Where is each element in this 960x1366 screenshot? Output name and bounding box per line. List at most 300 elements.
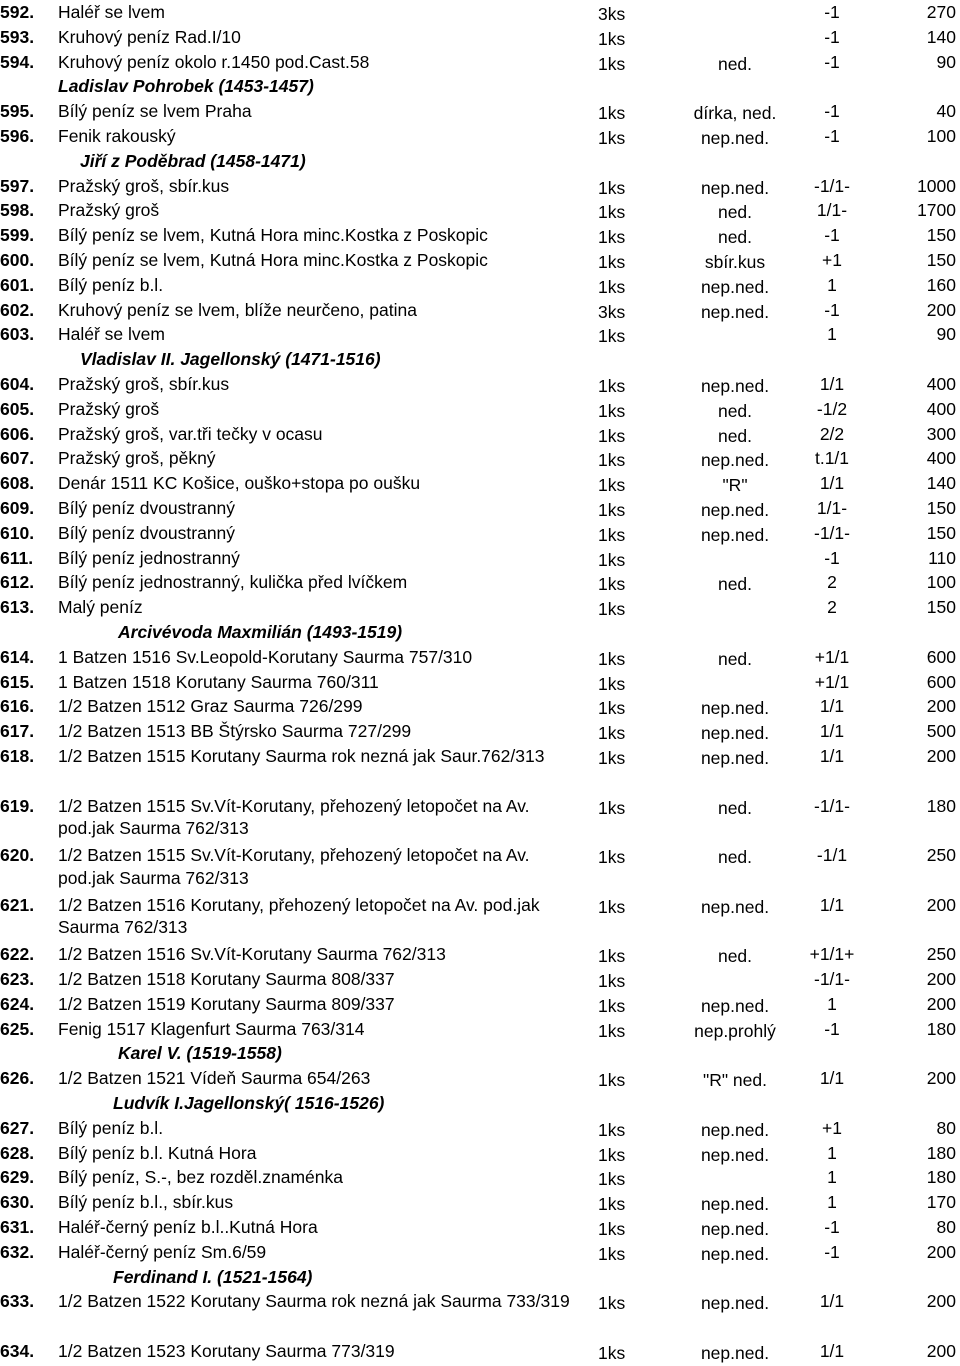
item-description: Malý peníz [58,597,143,618]
item-price: 500 [926,721,956,742]
item-grade: 1 [827,1192,837,1213]
item-grade: 2 [827,597,837,618]
item-number: 598. [0,200,35,221]
item-description: 1 Batzen 1518 Korutany Saurma 760/311 [58,671,379,692]
item-grade: 1/1 [819,745,845,766]
item-grade: +1 [822,1117,842,1138]
item-quantity: 1ks [598,847,626,868]
item-quantity: 1ks [598,995,626,1016]
item-number: 607. [0,448,35,469]
section-title: Arcivévoda Maxmilián (1493-1519) [118,621,403,642]
item-condition: nep.ned. [700,698,770,719]
item-quantity: 1ks [598,326,626,347]
item-grade: +1/1 [814,671,850,692]
catalog-row [0,843,960,893]
item-price: 600 [926,646,956,667]
catalog-row [0,1116,960,1141]
catalog-row [0,595,960,620]
catalog-row [0,422,960,447]
catalog-row [0,719,960,744]
item-number: 600. [0,249,35,270]
item-price: 200 [926,1341,956,1362]
catalog-row [0,1289,960,1339]
item-grade: -1/2 [816,398,848,419]
ruler-section-header [0,620,960,645]
item-price: 110 [928,547,956,568]
item-price: 100 [926,125,956,146]
item-description: 1/2 Batzen 1512 Graz Saurma 726/299 [58,696,363,717]
item-condition: nep.ned. [700,995,770,1016]
item-description: 1/2 Batzen 1516 Sv.Vít-Korutany Saurma 762/313 [58,944,446,965]
item-price: 80 [936,1117,956,1138]
item-description: Bílý peníz se lvem, Kutná Hora minc.Kostka z Poskopic [58,249,488,270]
catalog-row [0,0,960,25]
catalog-row [0,521,960,546]
item-grade: +1 [822,249,842,270]
item-number: 631. [0,1217,35,1238]
item-description: Kruhový peníz Rad.I/10 [58,26,241,47]
item-number: 606. [0,423,35,444]
catalog-row [0,794,960,844]
item-grade: 1/1 [819,1291,845,1312]
item-quantity: 1ks [598,747,626,768]
item-quantity: 1ks [598,1343,626,1364]
item-grade: -1 [824,2,840,22]
catalog-row [0,694,960,719]
item-quantity: 1ks [598,1219,626,1240]
item-quantity: 1ks [598,202,626,223]
item-condition: nep.ned. [700,723,770,744]
item-description: Haléř-černý peníz b.l..Kutná Hora [58,1217,318,1238]
catalog-row [0,1066,960,1091]
item-condition: nep.ned. [700,1119,770,1140]
item-price: 400 [926,373,956,394]
item-price: 180 [926,1142,956,1163]
item-number: 596. [0,125,35,146]
item-price: 1700 [917,200,956,221]
item-number: 623. [0,969,35,990]
item-condition: nep.ned. [700,177,770,198]
item-number: 625. [0,1018,35,1039]
item-price: 250 [926,944,956,965]
item-quantity: 1ks [598,524,626,545]
item-quantity: 1ks [598,28,626,49]
item-grade: 1/1 [819,696,845,717]
item-condition: ned. [717,648,753,669]
catalog-row [0,25,960,50]
item-number: 615. [0,671,35,692]
item-quantity: 1ks [598,177,626,198]
ruler-section-header [0,149,960,174]
item-quantity: 1ks [598,896,626,917]
item-condition: "R" ned. [703,1070,767,1091]
catalog-row [0,1240,960,1265]
item-number: 618. [0,745,35,766]
item-description: Kruhový peníz okolo r.1450 pod.Cast.58 [58,51,370,72]
item-description: 1/2 Batzen 1518 Korutany Saurma 808/337 [58,969,395,990]
item-grade: 1 [827,993,837,1014]
catalog-row [0,174,960,199]
item-grade: 1/1 [819,473,845,494]
item-quantity: 1ks [598,400,626,421]
item-number: 602. [0,299,35,320]
item-grade: 1/1 [819,1341,845,1362]
catalog-row [0,496,960,521]
item-condition: ned. [717,202,753,223]
catalog-row [0,50,960,75]
item-condition: ned. [717,574,753,595]
item-description: Haléř-černý peníz Sm.6/59 [58,1241,267,1262]
item-quantity: 1ks [598,1020,626,1041]
item-price: 150 [926,522,956,543]
item-number: 608. [0,473,35,494]
item-grade: +1/1 [814,646,850,667]
catalog-row [0,198,960,223]
item-description: Pražský groš, sbír.kus [58,373,230,394]
item-quantity: 1ks [598,1293,626,1314]
item-condition: nep.ned. [700,1219,770,1240]
catalog-row [0,1165,960,1190]
item-description: Fenig 1517 Klagenfurt Saurma 763/314 [58,1018,365,1039]
item-grade: t.1/1 [814,448,850,469]
item-number: 632. [0,1241,35,1262]
item-grade: 1 [827,274,837,295]
item-description: Bílý peníz jednostranný, kulička před lvíčkem [58,572,408,593]
catalog-row [0,992,960,1017]
ruler-section-header [0,1265,960,1290]
item-description: Bílý peníz se lvem Praha [58,101,252,122]
item-price: 160 [926,274,956,295]
item-number: 605. [0,398,35,419]
item-condition: nep.ned. [700,375,770,396]
item-price: 150 [926,249,956,270]
item-price: 600 [926,671,956,692]
item-condition: ned. [717,425,753,446]
section-title: Vladislav II. Jagellonský (1471-1516) [80,349,381,370]
catalog-row [0,273,960,298]
item-price: 150 [926,597,956,618]
section-title: Ferdinand I. (1521-1564) [113,1266,313,1287]
item-grade: -1 [824,547,840,568]
item-grade: -1 [824,125,840,146]
catalog-row [0,670,960,695]
item-number: 619. [0,795,35,816]
item-number: 627. [0,1117,35,1138]
catalog-row [0,471,960,496]
item-description: Bílý peníz b.l. [58,1117,164,1138]
item-description: Fenik rakouský [58,125,176,146]
item-number: 622. [0,944,35,965]
item-grade: -1 [824,1018,840,1039]
item-description: 1/2 Batzen 1519 Korutany Saurma 809/337 [58,993,395,1014]
item-number: 595. [0,101,35,122]
item-price: 200 [926,993,956,1014]
item-number: 629. [0,1167,35,1188]
item-price: 100 [926,572,956,593]
item-description: Pražský groš [58,200,160,221]
catalog-row [0,744,960,794]
item-description: Pražský groš, pěkný [58,448,216,469]
item-grade: -1 [824,299,840,320]
item-grade: 1 [827,1142,837,1163]
item-condition: nep.ned. [700,1144,770,1165]
item-condition: "R" [722,475,748,496]
item-condition: nep.ned. [700,747,770,768]
item-price: 180 [926,1018,956,1039]
item-description: Bílý peníz se lvem, Kutná Hora minc.Kostka z Poskopic [58,225,488,246]
section-title: Karel V. (1519-1558) [118,1043,282,1064]
item-number: 594. [0,51,35,72]
item-number: 628. [0,1142,35,1163]
item-condition: nep.ned. [700,1194,770,1215]
item-description: 1/2 Batzen 1521 Vídeň Saurma 654/263 [58,1068,371,1089]
item-price: 90 [936,51,956,72]
item-number: 616. [0,696,35,717]
item-description: 1/2 Batzen 1515 Sv.Vít-Korutany, přehozený letopočet na Av. pod.jak Saurma 762/313 [58,795,530,838]
item-number: 604. [0,373,35,394]
item-description: 1/2 Batzen 1515 Korutany Saurma rok nezná jak Saur.762/313 [58,745,545,766]
catalog-row [0,645,960,670]
catalog-row [0,546,960,571]
item-price: 200 [926,745,956,766]
catalog-row [0,298,960,323]
item-number: 597. [0,175,35,196]
item-description: Bílý peníz b.l. Kutná Hora [58,1142,257,1163]
item-description: Bílý peníz dvoustranný [58,497,236,518]
item-quantity: 1ks [598,1243,626,1264]
item-quantity: 1ks [598,574,626,595]
item-grade: -1/1 [816,845,848,866]
item-condition: ned. [717,797,753,818]
item-quantity: 1ks [598,946,626,967]
item-price: 40 [936,101,956,122]
item-grade: -1 [824,101,840,122]
item-grade: 1/1 [819,1068,845,1089]
item-grade: -1 [824,1217,840,1238]
catalog-row [0,99,960,124]
item-grade: +1/1+ [809,944,855,965]
item-number: 626. [0,1068,35,1089]
item-quantity: 1ks [598,673,626,694]
item-description: Bílý peníz b.l. [58,274,164,295]
item-price: 180 [926,795,956,816]
item-grade: -1/1- [814,795,850,816]
item-quantity: 1ks [598,1169,626,1190]
item-description: Pražský groš [58,398,160,419]
ruler-section-header [0,74,960,99]
item-condition: ned. [717,53,753,74]
item-price: 200 [926,1068,956,1089]
catalog-row [0,1141,960,1166]
item-quantity: 1ks [598,450,626,471]
catalog-row [0,967,960,992]
section-title: Ladislav Pohrobek (1453-1457) [58,76,314,97]
item-price: 90 [936,324,956,345]
item-price: 200 [926,1241,956,1262]
item-price: 250 [926,845,956,866]
item-price: 80 [936,1217,956,1238]
item-number: 609. [0,497,35,518]
item-description: Bílý peníz, S.-, bez rozděl.znaménka [58,1167,343,1188]
item-price: 200 [926,894,956,915]
item-description: Pražský groš, var.tři tečky v ocasu [58,423,323,444]
item-condition: nep.ned. [700,1243,770,1264]
item-condition: ned. [717,946,753,967]
item-quantity: 1ks [598,1070,626,1091]
item-price: 200 [926,1291,956,1312]
item-price: 300 [926,423,956,444]
item-number: 634. [0,1341,35,1362]
item-condition: nep.ned. [700,276,770,297]
item-quantity: 1ks [598,1194,626,1215]
item-quantity: 1ks [598,127,626,148]
item-description: 1 Batzen 1516 Sv.Leopold-Korutany Saurma 757/310 [58,646,473,667]
item-quantity: 1ks [598,425,626,446]
item-quantity: 3ks [598,4,626,24]
item-quantity: 1ks [598,797,626,818]
item-price: 170 [926,1192,956,1213]
item-quantity: 1ks [598,227,626,248]
item-description: Haléř se lvem [58,2,165,22]
item-price: 400 [926,398,956,419]
catalog-row [0,1017,960,1042]
item-price: 150 [926,225,956,246]
item-number: 614. [0,646,35,667]
item-number: 630. [0,1192,35,1213]
item-number: 617. [0,721,35,742]
item-number: 592. [0,2,35,22]
item-description: Haléř se lvem [58,324,165,345]
item-price: 200 [926,969,956,990]
item-quantity: 1ks [598,276,626,297]
catalog-row [0,397,960,422]
item-grade: 1/1- [816,497,848,518]
item-condition: nep.prohlý [694,1020,776,1041]
catalog-row [0,446,960,471]
item-description: Bílý peníz jednostranný [58,547,240,568]
item-grade: 2/2 [819,423,845,444]
item-number: 593. [0,26,35,47]
catalog-row [0,248,960,273]
ruler-section-header [0,1041,960,1066]
item-quantity: 1ks [598,1119,626,1140]
catalog-row [0,1190,960,1215]
item-number: 601. [0,274,35,295]
item-number: 612. [0,572,35,593]
item-condition: nep.ned. [700,1293,770,1314]
item-condition: nep.ned. [700,1343,770,1364]
section-title: Ludvík I.Jagellonský( 1516-1526) [113,1093,385,1114]
item-grade: -1 [824,26,840,47]
item-price: 180 [926,1167,956,1188]
item-description: 1/2 Batzen 1515 Sv.Vít-Korutany, přehozený letopočet na Av. pod.jak Saurma 762/313 [58,845,530,888]
item-quantity: 1ks [598,251,626,272]
item-condition: nep.ned. [700,896,770,917]
item-grade: 1/1 [819,721,845,742]
item-grade: -1/1- [814,969,850,990]
catalog-row [0,893,960,943]
item-description: Bílý peníz dvoustranný [58,522,236,543]
item-number: 599. [0,225,35,246]
item-grade: -1/1- [814,522,850,543]
item-grade: -1 [824,1241,840,1262]
item-quantity: 1ks [598,648,626,669]
item-grade: 1 [827,1167,837,1188]
item-condition: ned. [717,400,753,421]
item-grade: 1/1- [816,200,848,221]
item-quantity: 1ks [598,103,626,124]
item-description: 1/2 Batzen 1523 Korutany Saurma 773/319 [58,1341,395,1362]
item-condition: nep.ned. [700,499,770,520]
catalog-row [0,124,960,149]
item-price: 140 [926,473,956,494]
item-number: 621. [0,894,35,915]
item-description: 1/2 Batzen 1516 Korutany, přehozený letopočet na Av. pod.jak Saurma 762/313 [58,894,540,938]
item-quantity: 1ks [598,698,626,719]
item-price: 140 [926,26,956,47]
item-grade: -1/1- [814,175,850,196]
item-quantity: 1ks [598,971,626,992]
catalog-row [0,942,960,967]
item-quantity: 1ks [598,499,626,520]
item-number: 610. [0,522,35,543]
catalog-row [0,223,960,248]
section-title: Jiří z Poděbrad (1458-1471) [80,150,306,171]
item-grade: 1/1 [819,894,845,915]
item-number: 603. [0,324,35,345]
item-condition: dírka, ned. [693,103,777,124]
item-condition: ned. [717,847,753,868]
item-quantity: 1ks [598,1144,626,1165]
item-description: Bílý peníz b.l., sbír.kus [58,1192,234,1213]
item-number: 624. [0,993,35,1014]
item-price: 200 [926,696,956,717]
item-condition: nep.ned. [700,301,770,322]
item-description: 1/2 Batzen 1522 Korutany Saurma rok nezná jak Saurma 733/319 [58,1291,570,1312]
catalog-row [0,570,960,595]
item-price: 150 [926,497,956,518]
item-quantity: 1ks [598,549,626,570]
item-quantity: 1ks [598,375,626,396]
item-grade: 2 [827,572,837,593]
item-price: 1000 [917,175,956,196]
catalog-row [0,1215,960,1240]
item-quantity: 1ks [598,599,626,620]
catalog-row [0,372,960,397]
catalog-row [0,1339,960,1364]
item-condition: sbír.kus [704,251,766,272]
item-number: 613. [0,597,35,618]
item-description: Pražský groš, sbír.kus [58,175,230,196]
item-description: Denár 1511 KC Košice, ouško+stopa po oušku [58,473,421,494]
item-description: Kruhový peníz se lvem, blíže neurčeno, patina [58,299,417,320]
item-grade: -1 [824,225,840,246]
ruler-section-header [0,1091,960,1116]
item-condition: ned. [717,227,753,248]
item-condition: nep.ned. [700,127,770,148]
item-quantity: 1ks [598,475,626,496]
item-price: 400 [926,448,956,469]
item-condition: nep.ned. [700,524,770,545]
item-condition: nep.ned. [700,450,770,471]
item-grade: 1 [827,324,837,345]
item-number: 620. [0,845,35,866]
item-number: 633. [0,1291,35,1312]
item-grade: -1 [824,51,840,72]
item-price: 200 [926,299,956,320]
item-quantity: 3ks [598,301,626,322]
item-quantity: 1ks [598,723,626,744]
